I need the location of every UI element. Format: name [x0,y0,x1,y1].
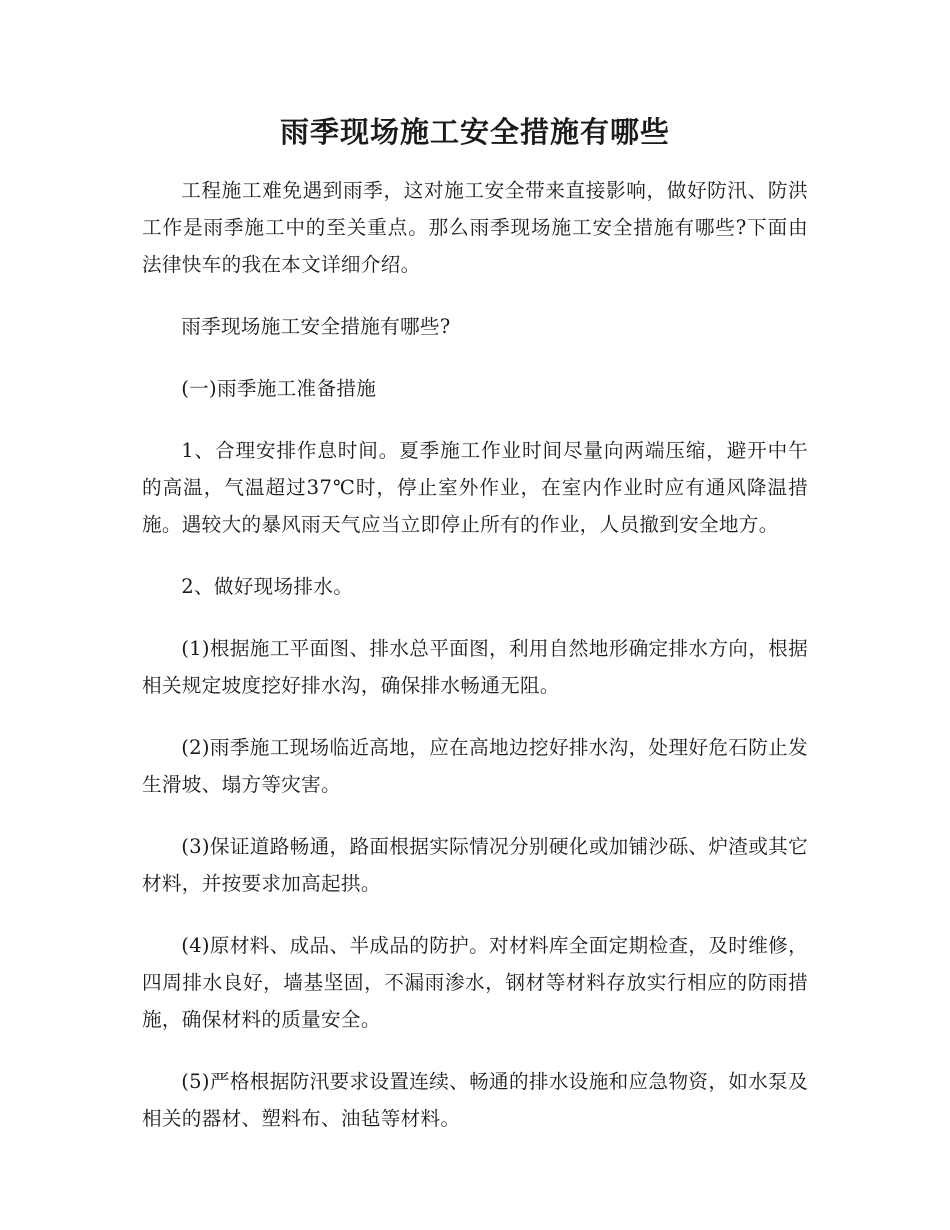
paragraph-item-1: 1、合理安排作息时间。夏季施工作业时间尽量向两端压缩，避开中午的高温，气温超过37℃时，停止室外作业，在室内作业时应有通风降温措施。遇较大的暴风雨天气应当立即停止所有的作业，人员撤到安全地方。 [142,439,808,536]
document-title: 雨季现场施工安全措施有哪些 [279,115,670,149]
section-heading-preparation: (一)雨季施工准备措施 [181,377,377,400]
paragraph-subitem-5: (5)严格根据防汛要求设置连续、畅通的排水设施和应急物资，如水泵及相关的器材、塑料布、油毡等材料。 [142,1070,808,1130]
paragraph-intro: 工程施工难免遇到雨季，这对施工安全带来直接影响，做好防汛、防洪工作是雨季施工中的至关重点。那么雨季现场施工安全措施有哪些?下面由法律快车的我在本文详细介绍。 [142,179,808,276]
paragraph-subitem-4: (4)原材料、成品、半成品的防护。对材料库全面定期检查，及时维修，四周排水良好，墙基坚固，不漏雨渗水，钢材等材料存放实行相应的防雨措施，确保材料的质量安全。 [142,934,808,1031]
paragraph-subitem-1: (1)根据施工平面图、排水总平面图，利用自然地形确定排水方向，根据相关规定坡度挖好排水沟，确保排水畅通无阻。 [142,637,808,697]
paragraph-item-2: 2、做好现场排水。 [181,575,354,598]
paragraph-subitem-3: (3)保证道路畅通，路面根据实际情况分别硬化或加铺沙砾、炉渣或其它材料，并按要求加高起拱。 [142,835,808,895]
paragraph-question: 雨季现场施工安全措施有哪些? [181,315,451,338]
paragraph-subitem-2: (2)雨季施工现场临近高地，应在高地边挖好排水沟，处理好危石防止发生滑坡、塌方等灾害。 [142,736,808,796]
